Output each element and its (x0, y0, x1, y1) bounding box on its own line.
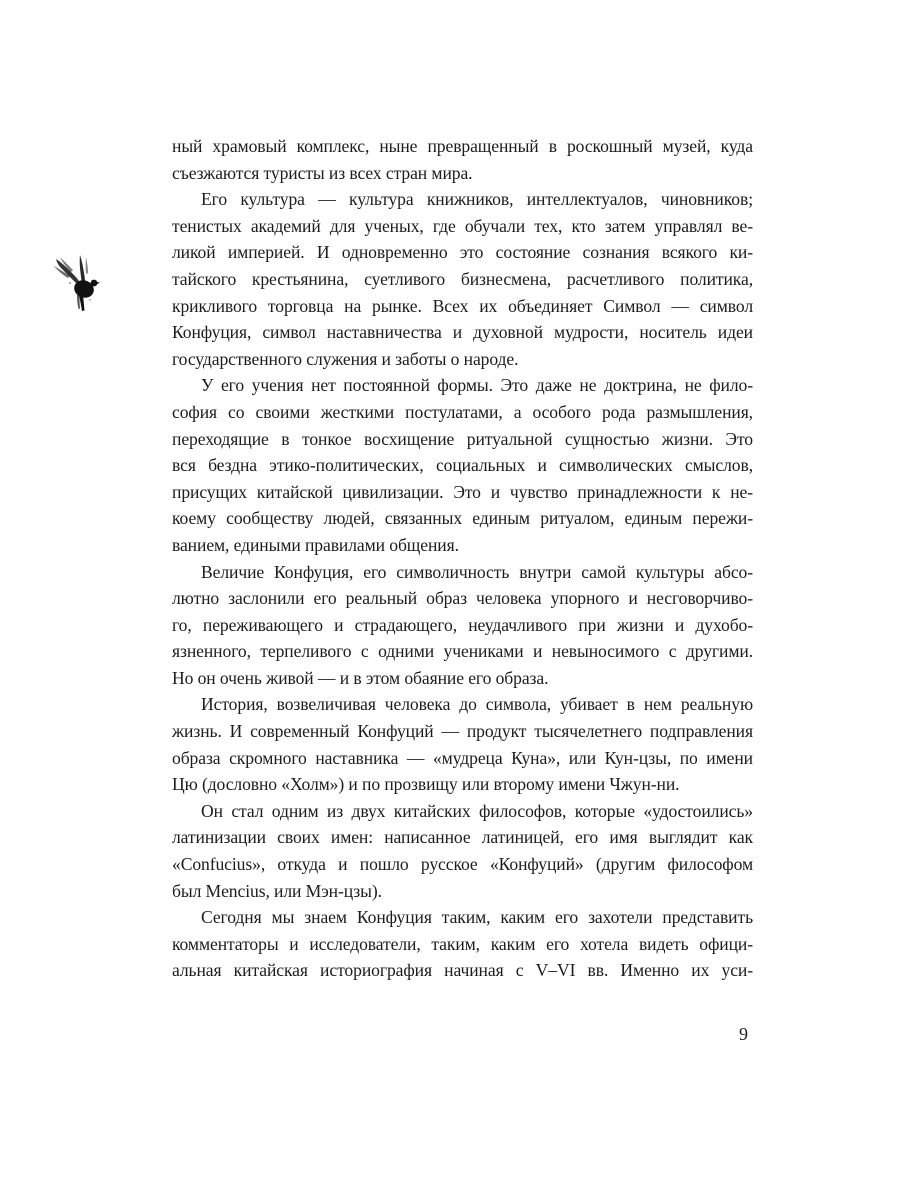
text-line: вся бездна этико-политических, социальных и символических смыслов, (172, 455, 753, 476)
text-line: крикливого торговца на рынке. Всех их объединяет Символ — символ (172, 295, 753, 316)
paragraph (172, 798, 753, 904)
body-text (172, 133, 753, 984)
text-line: образа скромного наставника — «мудреца Куна», или Кун-цзы, по имени (172, 747, 753, 768)
paragraph (172, 559, 753, 692)
text-line: комментаторы и исследователи, таким, каким его хотела видеть офици- (172, 933, 753, 954)
text-line: История, возвеличивая человека до символа, убивает в нем реальную (201, 694, 753, 715)
text-line: лютно заслонили его реальный образ человека упорного и несговорчиво- (172, 588, 753, 609)
text-line: государственного служения и заботы о народе. (172, 348, 519, 369)
text-line: язненного, терпеливого с одними учениками и невыносимого с другими. (172, 641, 753, 662)
text-line: был Mencius, или Мэн-цзы). (172, 880, 382, 901)
page-number: 9 (739, 1024, 748, 1044)
text-line: Конфуция, символ наставничества и духовной мудрости, носитель идеи (172, 322, 753, 343)
text-line: Но он очень живой — и в этом обаяние его образа. (172, 667, 549, 688)
text-line: съезжаются туристы из всех стран мира. (172, 162, 473, 183)
ink-brush-bird-icon (52, 253, 112, 313)
paragraph (172, 691, 753, 797)
text-line: альная китайская историография начиная с V–VI вв. Именно их уси- (172, 960, 753, 981)
text-line: тайского крестьянина, суетливого бизнесмена, расчетливого политика, (172, 268, 753, 289)
paragraph (172, 372, 753, 558)
text-line: ный храмовый комплекс, ныне превращенный в роскошный музей, куда (172, 136, 753, 156)
text-line: переходящие в тонкое восхищение ритуальной сущностью жизни. Это (172, 428, 753, 449)
text-line: ликой империей. И одновременно это состояние сознания всякого ки- (172, 242, 753, 263)
paragraph (172, 904, 753, 984)
text-line: тенистых академий для ученых, где обучали тех, кто затем управлял ве- (172, 215, 753, 236)
paragraph (172, 133, 753, 186)
text-line: Он стал одним из двух китайских философов, которые «удостоились» (201, 800, 753, 821)
text-line: присущих китайской цивилизации. Это и чувство принадлежности к не- (172, 481, 753, 502)
text-line: софия со своими жесткими постулатами, а особого рода размышления, (172, 401, 753, 422)
text-line: Сегодня мы знаем Конфуция таким, каким его захотели представить (201, 907, 753, 928)
text-line: Цю (дословно «Холм») и по прозвищу или второму имени Чжун-ни. (172, 774, 680, 795)
paragraph (172, 186, 753, 372)
text-line: У его учения нет постоянной формы. Это даже не доктрина, не фило- (201, 375, 753, 396)
text-line: Его культура — культура книжников, интеллектуалов, чиновников; (201, 189, 753, 210)
text-line: «Confucius», откуда и пошло русское «Конфуций» (другим философом (172, 854, 753, 875)
text-line: ванием, едиными правилами общения. (172, 534, 459, 555)
text-line: Величие Конфуция, его символичность внутри самой культуры абсо- (201, 561, 753, 582)
text-line: жизнь. И современный Конфуций — продукт тысячелетнего подправления (172, 721, 753, 742)
text-line: латинизации своих имен: написанное латиницей, его имя выглядит как (172, 827, 753, 848)
text-line: коему сообществу людей, связанных единым ритуалом, единым пережи- (172, 508, 753, 529)
text-line: го, переживающего и страдающего, неудачливого при жизни и духобо- (172, 614, 753, 635)
